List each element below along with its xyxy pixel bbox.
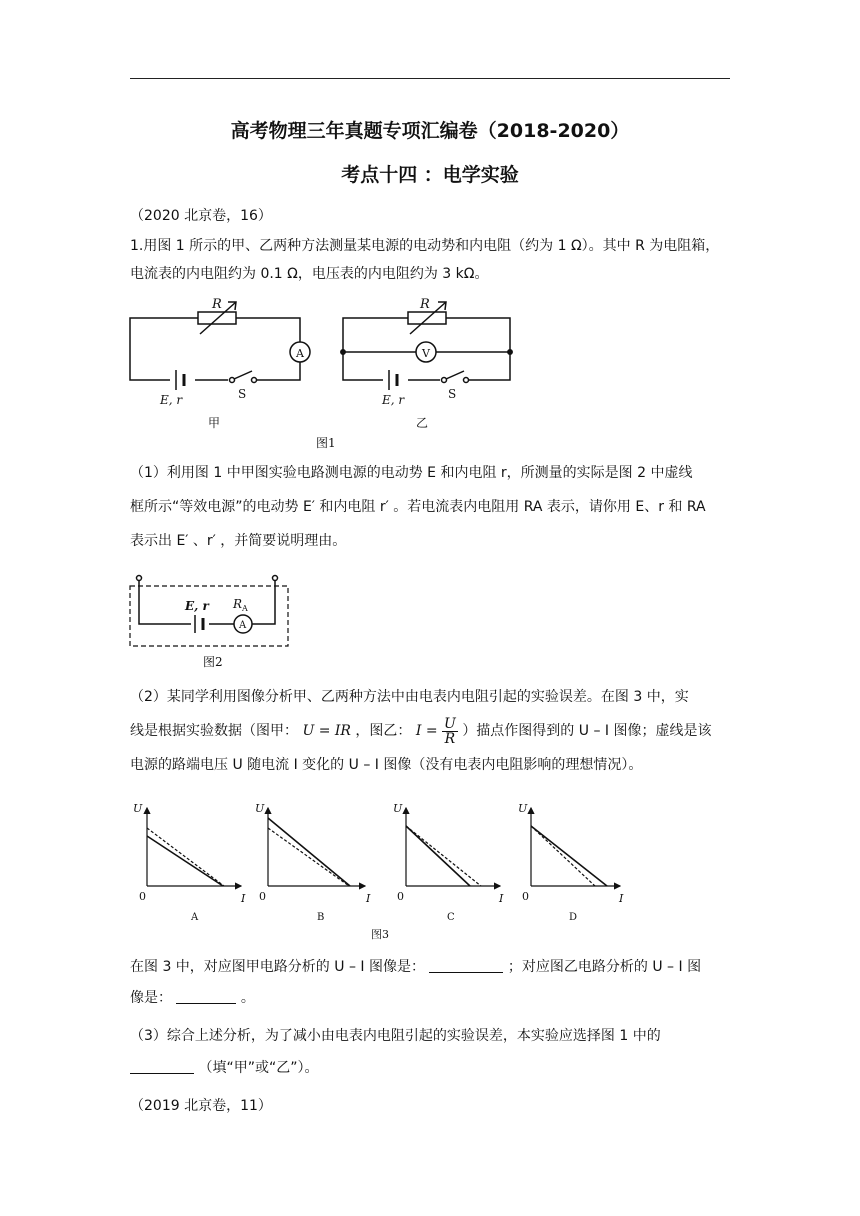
label-switch-jia: S [238,387,247,401]
fraction-u-over-r [442,717,458,746]
part-1-line-2: 框所示“等效电源”的电动势 E′ 和内电阻 r′ 。若电流表内电阻用 RA 表示，请你用 E、r 和 RA [130,499,706,515]
solid-line-d [531,826,607,886]
panel-label-d: D [569,912,578,923]
part-2-line-1: （2）某同学利用图像分析甲、乙两种方法中由电表内电阻引起的实验误差。在图 3 中，实 [130,689,689,705]
equation-i-left: I = [415,723,438,739]
x-label-a: I [241,892,246,905]
dashed-line-c [406,826,481,886]
header-rule [130,78,730,79]
answer-lines [130,952,730,1014]
figure-1-circuits [120,290,540,455]
answer-blank-yi[interactable] [176,989,236,1004]
x-label-b: I [366,892,371,905]
part-3-line-2 [130,1052,730,1084]
part-3-line-2-text: （填“甲”或“乙”）。 [198,1060,319,1076]
graph-panel-c [406,808,500,886]
origin-a: 0 [139,890,146,903]
answer-line-1 [130,952,730,983]
part-2-line-2a: 线是根据实验数据（图甲： [130,723,298,739]
answer-line-1b: ；对应图乙电路分析的 U – I 图 [507,959,702,975]
stem-line-2: 电流表的内电阻约为 0.1 Ω，电压表的内电阻约为 3 kΩ。 [130,266,489,282]
solid-line-b [268,818,350,886]
dashed-line-a [147,828,224,886]
figure-3-ui-graphs [125,798,625,948]
switch-jia [230,378,235,383]
source-label-2020: （2020 北京卷，16） [130,208,272,224]
panel-label-a: A [191,912,199,923]
y-label-b: U [255,802,265,815]
solid-line-c [406,826,470,886]
graph-panel-a [147,808,241,886]
origin-b: 0 [259,890,266,903]
answer-line-1a: 在图 3 中，对应图甲电路分析的 U – I 图像是： [130,959,425,975]
fraction-numerator: U [444,715,456,732]
label-switch-yi: S [448,387,457,401]
part-2-line-2c: ）描点作图得到的 U – I 图像；虚线是该 [462,723,712,739]
dashed-line-b [268,828,349,886]
label-ammeter-fig2: A [239,620,247,631]
part-2-line-3: 电源的路端电压 U 随电流 I 变化的 U – I 图像（没有电表内电阻影响的理想情况）。 [130,757,643,773]
part-3-text [130,1020,730,1084]
graph-panel-b [268,808,365,886]
label-voltmeter-yi: V [422,347,430,360]
y-label-d: U [518,802,528,815]
part-2-text [130,680,730,782]
page-subtitle: 考点十四 ：电学实验 [341,164,519,186]
page-title: 高考物理三年真题专项汇编卷（2018-2020） [230,120,630,142]
label-battery-fig2: E, r [185,599,209,613]
label-battery-jia: E, r [160,393,183,407]
figure-1-caption: 图1 [316,436,336,450]
y-label-c: U [393,802,403,815]
graph-panel-d [531,808,620,886]
part-3-line-1: （3）综合上述分析，为了减小由电表内电阻引起的实验误差，本实验应选择图 1 中的 [130,1028,661,1044]
solid-line-a [147,836,223,886]
part-1-text [130,456,730,558]
answer-line-2 [130,983,730,1014]
answer-blank-choice[interactable] [130,1059,194,1074]
label-yi: 乙 [416,416,429,430]
y-label-a: U [133,802,143,815]
label-r-yi: R [420,297,430,312]
origin-d: 0 [522,890,529,903]
answer-line-2b: 。 [240,990,255,1006]
switch-yi [442,378,447,383]
dashed-line-d [531,826,595,886]
origin-c: 0 [397,890,404,903]
label-jia: 甲 [208,416,221,430]
figure-2-caption: 图2 [203,655,223,669]
part-1-line-1: （1）利用图 1 中甲图实验电路测电源的电动势 E 和内电阻 r，所测量的实际是图 2 中虚线 [130,465,693,481]
label-r-jia: R [212,297,222,312]
part-2-line-2b: ，图乙： [355,723,412,739]
x-label-c: I [499,892,504,905]
figure-2-equivalent-source [125,572,295,672]
label-ra-sub-fig2: A [242,604,248,613]
equation-u-ir: U = IR [302,723,351,739]
answer-line-2a: 像是： [130,990,172,1006]
x-label-d: I [619,892,624,905]
panel-label-b: B [317,912,325,923]
answer-blank-jia[interactable] [429,958,503,973]
source-label-2019: （2019 北京卷，11） [130,1098,272,1114]
label-ra-fig2: R [233,597,243,611]
part-2-line-2 [130,714,730,748]
label-ammeter-jia: A [296,347,304,360]
label-battery-yi: E, r [382,393,405,407]
fraction-denominator: R [444,730,456,747]
stem-line-1: 1.用图 1 所示的甲、乙两种方法测量某电源的电动势和内电阻（约为 1 Ω）。其中 R 为电阻箱， [130,238,720,254]
question-1-stem [130,232,730,288]
figure-3-caption: 图3 [371,928,389,941]
circuit-jia-frame [130,318,300,380]
panel-label-c: C [447,912,455,923]
part-1-line-3: 表示出 E′ 、r′ ，并简要说明理由。 [130,533,347,549]
